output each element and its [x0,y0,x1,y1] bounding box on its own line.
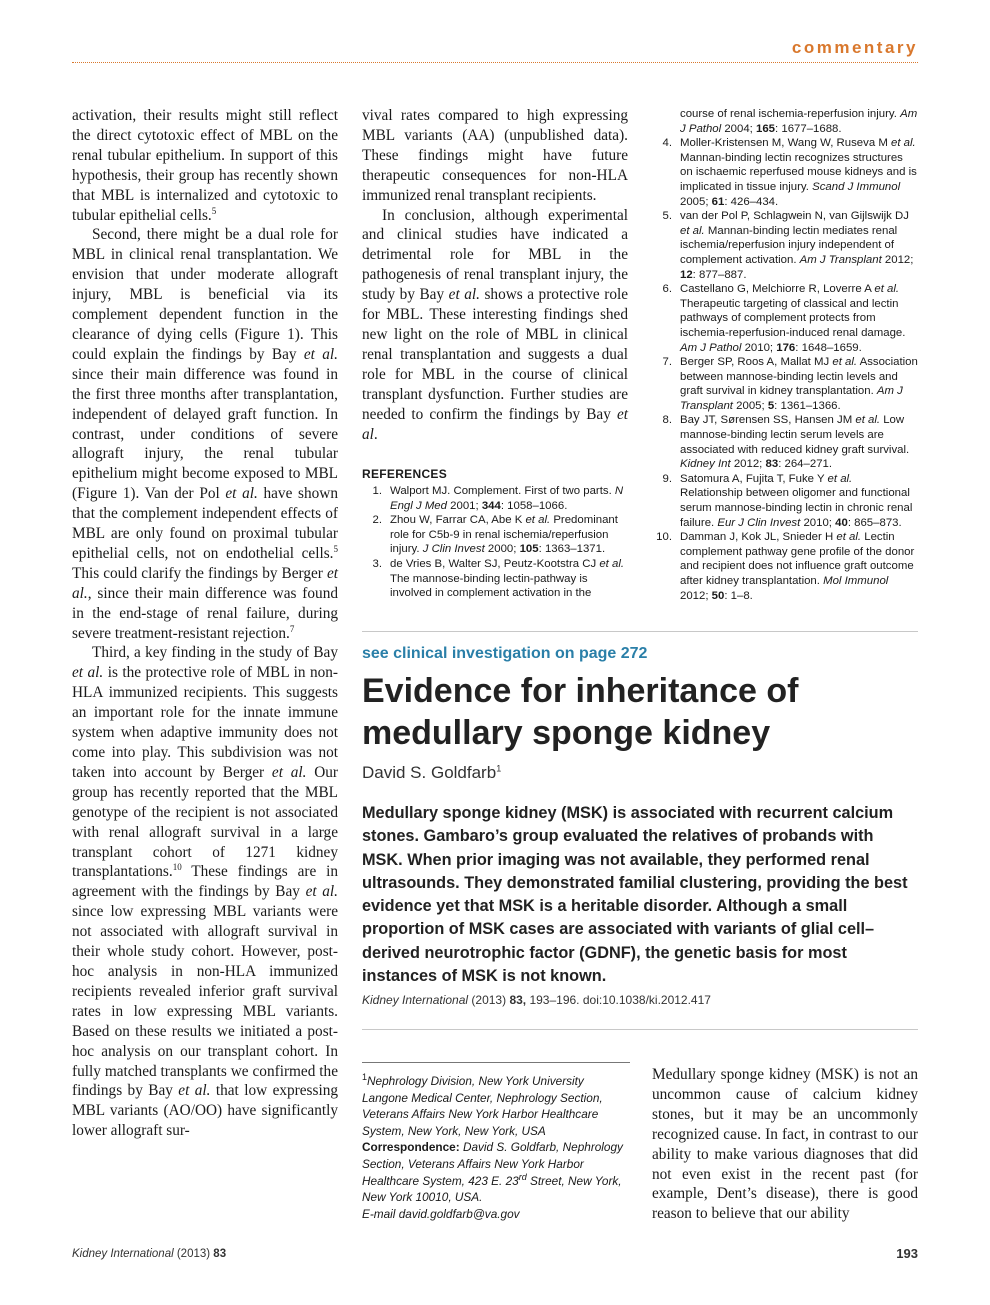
article-author [362,763,501,783]
ref-authors: Bay JT, Sørensen SS, Hansen JM [680,414,856,427]
ref-pages: : 1648–1659. [795,341,862,354]
ref-year: 2012; [680,589,712,602]
ref-authors: van der Pol P, Schlagwein N, van Gijlswijk DJ [680,210,909,223]
citation-volume: 83, [509,993,527,1007]
see-clinical-investigation-link[interactable]: see clinical investigation on page 272 [362,645,648,662]
paragraph-text: This could clarify the findings by Berger [72,564,327,582]
citation-divider [362,1029,918,1030]
reference-number: 10. [656,531,672,544]
ref-year: 2000; [484,543,520,556]
ref-et-al: et al. [680,224,705,237]
ref-pages: : 1058–1066. [500,499,568,512]
ref-volume: 5 [767,399,775,412]
paragraph-text: Our group has recently reported that the MBL genotype of the recipient is not associated with renal allograft survival in a large transplant cohort of 1271 kidney transplantations. [72,763,338,881]
citation-marker[interactable]: 10 [172,862,182,873]
affiliation-marker: 1 [362,1072,368,1083]
ref-et-al: et al. [525,514,551,527]
paragraph-text: , since their main difference was found in the end-stage of renal failure, during severe treatment-resistant rejection. [72,584,338,642]
ref-authors: Berger SP, Roos A, Mallat MJ [680,356,833,369]
reference-number: 9. [662,472,672,485]
affiliation-note [362,1073,630,1139]
paragraph-text: . [373,425,378,443]
ref-journal: Am J Transplant [680,385,903,412]
ref-volume: 61 [711,195,725,208]
ref-year: 2004; [721,122,757,135]
reference-number: 3. [372,557,382,570]
ref-year: 2012; [730,458,766,471]
section-divider [362,631,918,632]
ref-et-al: et al. [855,414,881,427]
paragraph-text: These findings are in agreement with the findings by Bay [72,863,338,901]
italic-text: et al. [448,286,480,304]
body-paragraph [72,643,338,1141]
ref-volume: 40 [835,516,848,529]
ref-title: Association between mannose-binding lectin levels and graft survival in kidney transplantation. [680,356,918,398]
footer-journal [72,1248,226,1260]
paragraph-text: that low expressing MBL variants (AO/OO) have significantly lower allograft sur- [72,1082,338,1140]
paragraph-text: is the protective role of MBL in non-HLA immunized recipients. This suggests an important role for the innate immune system when adaptive immunity does not come into play. This subdivision was not taken into account by Berger [72,664,339,781]
ref-et-al: et al. [832,356,858,369]
paragraph-text: vival rates compared to high expressing MBL variants (AA) (unpublished data). These findings might have future therapeutic consequences for non-HLA immunized renal transplant recipients. [362,107,628,204]
citation-marker[interactable]: 7 [289,623,295,634]
ref-pages: : 426–434. [724,195,779,208]
ref-title: Mannan-binding lectin mediates renal ischemia/reperfusion injury independent of complement activation. [680,224,898,266]
body-column-middle [362,106,628,444]
body-paragraph [72,106,338,225]
paragraph-text: shows a protective role for MBL. These interesting findings shed new light on the role of MBL in clinical renal transplantation and suggests a dual role for MBL in the course of clinical transplant dysfunction. Further studies are needed to confirm the findings by Bay [362,286,629,423]
paragraph-text: activation, their results might still reflect the direct cytotoxic effect of MBL on the renal tubular epithelium. In support of this hypothesis, their group has recently shown that MBL is internalized and cytotoxic to tubular epithelial cells. [72,107,338,224]
article-title: Evidence for inheritance of medullary sponge kidney [362,672,799,752]
reference-text [680,210,913,280]
ref-year: 2001; [446,499,482,512]
correspondence-label: Correspondence: [362,1140,460,1155]
ref-authors: de Vries B, Walter SJ, Peutz-Kootstra CJ [390,557,600,570]
ref-journal: Eur J Clin Invest [717,516,801,529]
footnote-rule [362,1062,630,1063]
reference-number: 6. [662,283,672,296]
ref-title: Low mannose-binding lectin serum levels are associated with reduced kidney graft survival. [680,414,910,456]
article-citation [362,993,711,1007]
correspondence-note [362,1139,630,1205]
reference-text [390,558,624,599]
citation-journal: Kidney International [362,993,469,1007]
ref-authors: Zhou W, Farrar CA, Abe K [390,514,526,527]
reference-item [652,136,918,209]
italic-text: et al. [225,485,258,503]
ref-journal: Am J Transplant [799,253,882,266]
reference-text [390,514,618,555]
ref-pages: : 264–271. [778,458,833,471]
reference-number: 1. [372,485,382,497]
author-name: David S. Goldfarb [362,763,497,782]
ref-title: Predominant role for C5b-9 in renal ischemia/reperfusion injury. [390,514,618,556]
reference-item-continued [652,107,918,136]
ref-volume: 165 [756,122,776,135]
ref-journal: Kidney Int [680,458,731,471]
reference-number: 4. [662,137,672,150]
ref-volume: 176 [776,341,796,354]
paragraph-text: since low expressing MBL variants were not associated with allograft survival in their whole study cohort. However, post-hoc analysis in non-HLA immunized recipients revealed inferior graft survival rates in low expressing MBL variants. Based on these results we initiated a post-hoc analysis on our transplant cohort. In fully matched transplants we confirmed the findings by Bay [72,903,338,1100]
ref-title: The mannose-binding lectin-pathway is involved in complement activation in the [390,572,592,600]
ref-et-al: et al. [891,137,916,150]
reference-item [652,472,918,530]
ref-pages: : 1677–1688. [775,122,842,135]
reference-text [680,108,917,135]
reference-text [680,356,918,412]
citation-pages-doi[interactable]: 193–196. doi:10.1038/ki.2012.417 [526,993,711,1007]
italic-text: et al. [72,564,338,602]
references-heading: REFERENCES [362,467,448,481]
body-paragraph [362,206,628,445]
reference-number: 8. [662,414,672,427]
reference-item [652,209,918,282]
ref-journal: N Engl J Med [390,485,624,512]
ref-pages: : 1361–1366. [774,399,841,412]
paragraph-text: In conclusion, although experimental and clinical studies have indicated a detrimental role for MBL in the pathogenesis of renal transplant injury, the study by Bay [362,206,628,304]
reference-text [680,283,905,353]
ref-volume: 344 [481,499,501,512]
header-rule [72,62,918,63]
body-paragraph [362,106,628,206]
footer-volume: 83 [213,1248,227,1260]
ref-pages: : 877–887. [692,268,747,281]
reference-item [362,484,628,513]
correspondence-address: David S. Goldfarb, Nephrology Section, Veterans Affairs New York Harbor Healthcare System, 423 E. 23 [362,1140,623,1188]
reference-item [652,282,918,355]
ref-journal: Scand J Immunol [812,180,901,193]
ref-et-al: et al. [874,283,900,296]
italic-text: et al. [305,883,338,901]
author-footnote [362,1073,630,1222]
reference-item [652,413,918,471]
references-list-right [652,107,918,603]
paragraph-text: Second, there might be a dual role for MBL in clinical renal transplantation. We envision that under moderate allograft injury, MBL is beneficial via its complement dependent function in the clearance of dying cells (Figure 1). This could explain the findings by Bay [72,226,338,363]
reference-item [652,355,918,413]
reference-item [652,530,918,603]
italic-text: et al. [271,763,307,781]
ref-et-al: et al. [827,472,853,485]
page-number: 193 [896,1246,918,1261]
reference-text [680,531,914,601]
ref-journal: Am J Pathol [680,341,742,354]
ref-title: course of renal ischemia-reperfusion injury. [680,108,901,120]
ref-authors: Moller-Kristensen M, Wang W, Ruseva M [680,137,891,150]
italic-text: et al. [178,1082,211,1100]
ref-title: Walport MJ. Complement. First of two parts. [390,485,615,497]
ref-year: 2010; [741,341,777,354]
citation-marker[interactable]: 5 [211,205,217,216]
paragraph-text: since their main difference was found in the first three months after transplantation, independent of delayed graft function. In contrast, under conditions of severe allograft injury, the renal tubular epithelium might become exposed to MBL (Figure 1). Van der Pol [72,365,338,503]
reference-item [362,557,628,601]
italic-text: et al. [303,345,338,363]
correspondence-address-end: Street, New York, New York 10010, USA. [362,1173,622,1205]
body-paragraph [72,225,338,643]
ref-authors: Castellano G, Melchiorre R, Loverre A [680,283,875,296]
reference-text [680,473,912,529]
ref-title: Lectin complement pathway gene profile of the donor and recipient does not influence graft outcome after kidney transplantation. [680,531,915,587]
paragraph-text: Third, a key finding in the study of Bay [92,644,338,662]
author-affiliation-marker: 1 [496,763,502,774]
ref-journal: Mol Immunol [823,575,889,587]
ref-et-al: et al. [836,531,862,544]
correspondence-email[interactable]: E-mail david.goldfarb@va.gov [362,1206,520,1221]
reference-text [680,414,909,470]
ref-pages: : 1–8. [724,589,753,602]
ref-year: 2005; [732,399,768,412]
citation-marker[interactable]: 5 [333,543,338,554]
reference-number: 5. [662,210,672,223]
references-list-middle [362,484,628,601]
ref-title: Relationship between oligomer and functional serum mannose-binding lectin in chronic renal failure. [680,487,913,529]
ref-volume: 12 [680,268,693,281]
ref-authors: Satomura A, Fujita T, Fuke Y [680,472,828,485]
correspondence-ordinal: rd [518,1171,527,1182]
footer-year: (2013) [173,1248,214,1260]
ref-journal: J Clin Invest [422,543,485,556]
ref-year: 2010; [800,516,836,529]
ref-volume: 83 [765,458,779,471]
ref-et-al: et al. [599,557,625,570]
ref-volume: 50 [711,589,725,602]
footer-journal-name: Kidney International [72,1248,174,1260]
ref-authors: Damman J, Kok JL, Snieder H [680,531,837,544]
reference-number: 2. [372,514,382,527]
italic-text: et al. [72,664,104,682]
body-paragraph: Medullary sponge kidney (MSK) is not an uncommon cause of calcium kidney stones, but it may be an uncommonly recognized cause. In fact, in contrast to our ability to make various diagnoses that did not even exist in the recent past (for example, Dent’s disease), there is good reason to believe that our ability [652,1066,918,1223]
reference-number: 7. [662,356,672,369]
ref-volume: 105 [519,543,539,556]
body-column-right [652,1065,918,1224]
ref-title: Mannan-binding lectin recognizes structures on ischaemic reperfused mouse kidneys and is implicated in tissue injury. [680,151,917,193]
ref-year: 2012; [881,253,914,266]
ref-title: Therapeutic targeting of classical and lectin pathways of complement protects from ischemia-reperfusion-induced renal damage. [680,297,906,339]
ref-journal: Am J Pathol [680,108,918,135]
affiliation-text: Nephrology Division, New York University Langone Medical Center, Nephrology Section, Veterans Affairs New York Harbor Healthcare System, New York, New York, USA [362,1074,603,1138]
body-column-left [72,106,338,1141]
ref-pages: : 1363–1371. [538,543,606,556]
article-abstract: Medullary sponge kidney (MSK) is associated with recurrent calcium stones. Gambaro’s group evaluated the relatives of probands with MSK. When prior imaging was not available, they performed renal ultrasounds. They demonstrated familial clustering, providing the best evidence yet that MSK is a heritable disorder. Although a small proportion of MSK cases are associated with variants of glial cell–derived neurotrophic factor (GDNF), the genetic basis for most instances of MSK is not known. [362,804,908,986]
section-tag: commentary [791,38,918,57]
italic-text: et al [362,405,628,443]
citation-year: (2013) [468,993,510,1007]
ref-pages: : 865–873. [847,516,902,529]
reference-item [362,513,628,557]
ref-year: 2005; [680,195,712,208]
reference-text [680,137,917,207]
paragraph-text: have shown that the complement independent effects of MBL are only found on proximal tubular epithelial cells, not on endothelial cells. [72,485,338,562]
reference-text [390,485,623,512]
